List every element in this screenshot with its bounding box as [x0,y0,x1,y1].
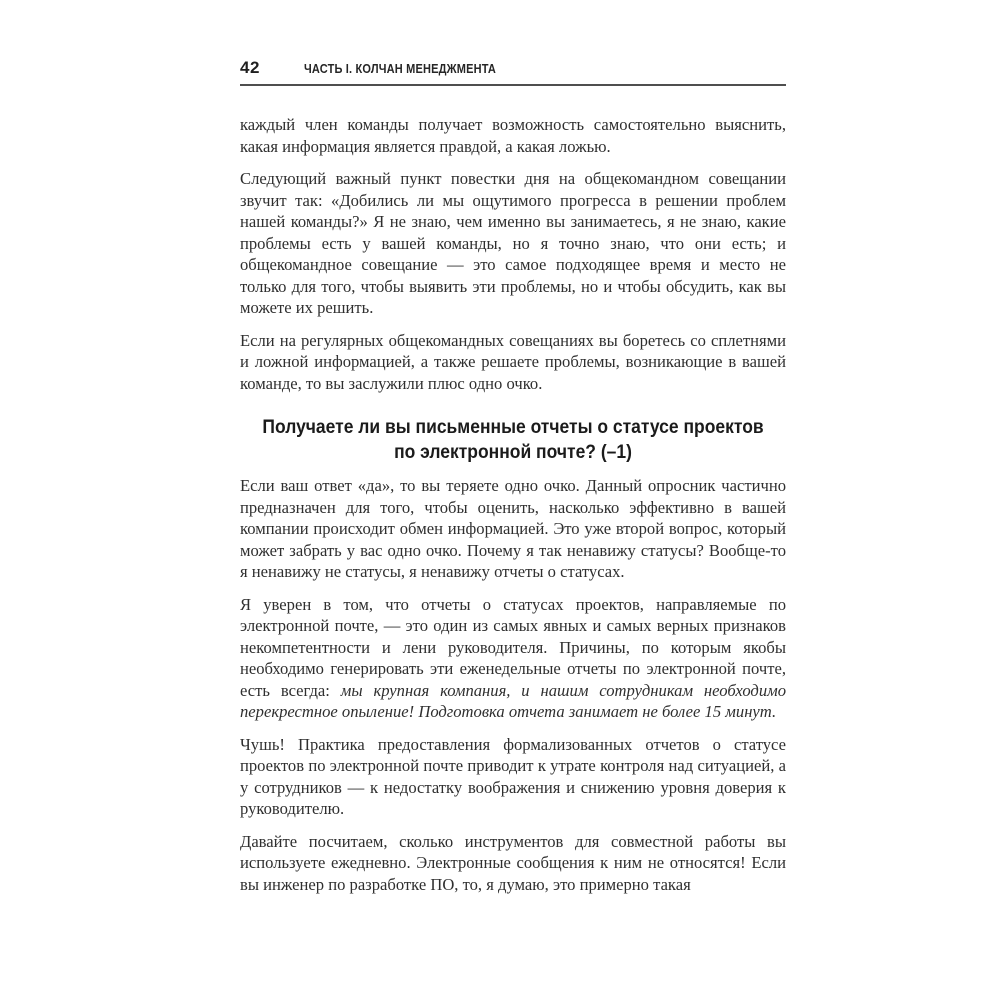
paragraph-6: Чушь! Практика предоставления формализованных отчетов о статусе проектов по электронной почте приводит к утрате контроля над ситуацией, а у сотрудников — к недостатку воображения и снижению уровня доверия к руководителю. [240,734,786,818]
section-heading [262,415,764,465]
running-head [240,58,786,86]
paragraph-5-emphasis: мы крупная компания, и нашим сотрудникам необходимо перекрестное опыление! Подготовка отчета занимает не более 15 минут. [240,680,786,721]
paragraph-3: Если на регулярных общекомандных совещаниях вы боретесь со сплетнями и ложной информацией, а также решаете проблемы, возникающие в вашей команде, то вы заслужили плюс одно очко. [240,330,786,393]
paragraph-2: Следующий важный пункт повестки дня на общекомандном совещании звучит так: «Добились ли мы ощутимого прогресса в решении проблем нашей команды?» Я не знаю, чем именно вы занимаетесь, я не знаю, какие проблемы есть у вашей команды, но я точно знаю, что они есть; и общекомандное совещание — это самое подходящее время и место не только для того, чтобы выявить эти проблемы, но и чтобы обсудить, как вы можете их решить. [240,169,786,317]
section-heading-line-1: Получаете ли вы письменные отчеты о статусе проектов [262,417,764,438]
text-column [240,58,786,895]
page-body [240,114,786,895]
paragraph-5 [240,594,786,723]
paragraph-4: Если ваш ответ «да», то вы теряете одно очко. Данный опросник частично предназначен для того, чтобы оценить, насколько эффективно в вашей компании происходит обмен информацией. Это уже второй вопрос, который может забрать у вас одно очко. Почему я так ненавижу статусы? Вообще-то я ненавижу не статусы, я ненавижу отчеты о статусах. [240,476,786,581]
paragraph-7: Давайте посчитаем, сколько инструментов для совместной работы вы используете ежедневно. Электронные сообщения к ним не относятся! Если вы инженер по разработке ПО, то, я думаю, это примерно такая [240,831,786,894]
part-title: ЧАСТЬ I. КОЛЧАН МЕНЕДЖМЕНТА [303,62,496,76]
paragraph-1: каждый член команды получает возможность самостоятельно выяснить, какая информация является правдой, а какая ложью. [240,115,786,156]
section-heading-line-2: по электронной почте? (–1) [394,442,632,463]
page-number: 42 [240,58,260,77]
paragraph-5-text: Я уверен в том, что отчеты о статусах проектов, направляемые по электронной почте, — это один из самых явных и самых верных признаков некомпетентности и лени руководителя. Причины, по которым якобы необходимо генерировать эти еженедельные отчеты по электронной почте, есть всегда: [240,594,786,700]
